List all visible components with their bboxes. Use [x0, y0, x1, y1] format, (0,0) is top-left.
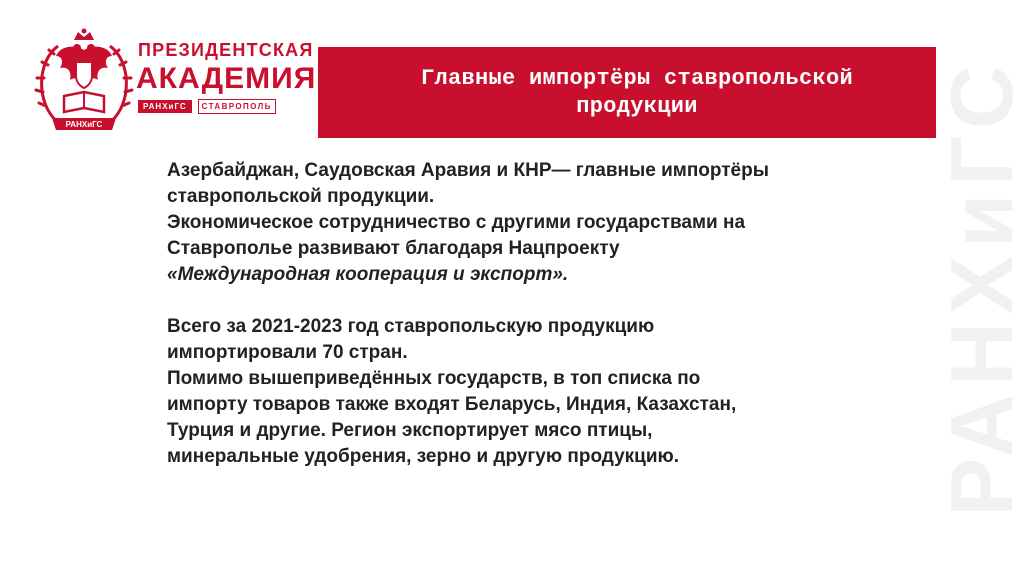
body-line: Азербайджан, Саудовская Аравия и КНР— главные импортёры: [167, 160, 769, 181]
slide-title: [357, 65, 917, 121]
paragraph-spacer: [167, 288, 897, 314]
body-line: импорту товаров также входят Беларусь, Индия, Казахстан,: [167, 394, 737, 415]
logo-city-badge: СТАВРОПОЛЬ: [198, 99, 276, 114]
body-line: минеральные удобрения, зерно и другую продукцию.: [167, 446, 680, 467]
logo-abbr-badge: РАНХиГС: [138, 100, 192, 113]
body-line: Ставрополье развивают благодаря Нацпроекту: [167, 238, 620, 259]
logo-title-line2: АКАДЕМИЯ: [136, 62, 317, 95]
national-project-name: «Международная кооперация и экспорт».: [167, 264, 569, 285]
slide-title-line1: Главные импортёры ставропольской: [420, 65, 854, 91]
emblem-ribbon-text: РАНХиГС: [65, 120, 103, 129]
watermark-text: РАНХиГС: [932, 57, 1031, 517]
eagle-emblem-icon: [34, 26, 134, 138]
title-banner: [318, 47, 936, 138]
slide-title-line2: продукции: [576, 93, 698, 119]
body-line: ставропольской продукции.: [167, 186, 435, 207]
body-line: Экономическое сотрудничество с другими государствами на: [167, 212, 746, 233]
logo-badges: [138, 99, 276, 114]
slide-body: [167, 158, 897, 470]
academy-logo: [34, 26, 317, 138]
body-line: Турция и другие. Регион экспортирует мясо птицы,: [167, 420, 653, 441]
body-line: импортировали 70 стран.: [167, 342, 408, 363]
watermark: [932, 0, 1031, 574]
body-line: Помимо вышеприведённых государств, в топ списка по: [167, 368, 701, 389]
logo-title-line1: ПРЕЗИДЕНТСКАЯ: [138, 40, 314, 60]
body-line: Всего за 2021-2023 год ставропольскую продукцию: [167, 316, 655, 337]
